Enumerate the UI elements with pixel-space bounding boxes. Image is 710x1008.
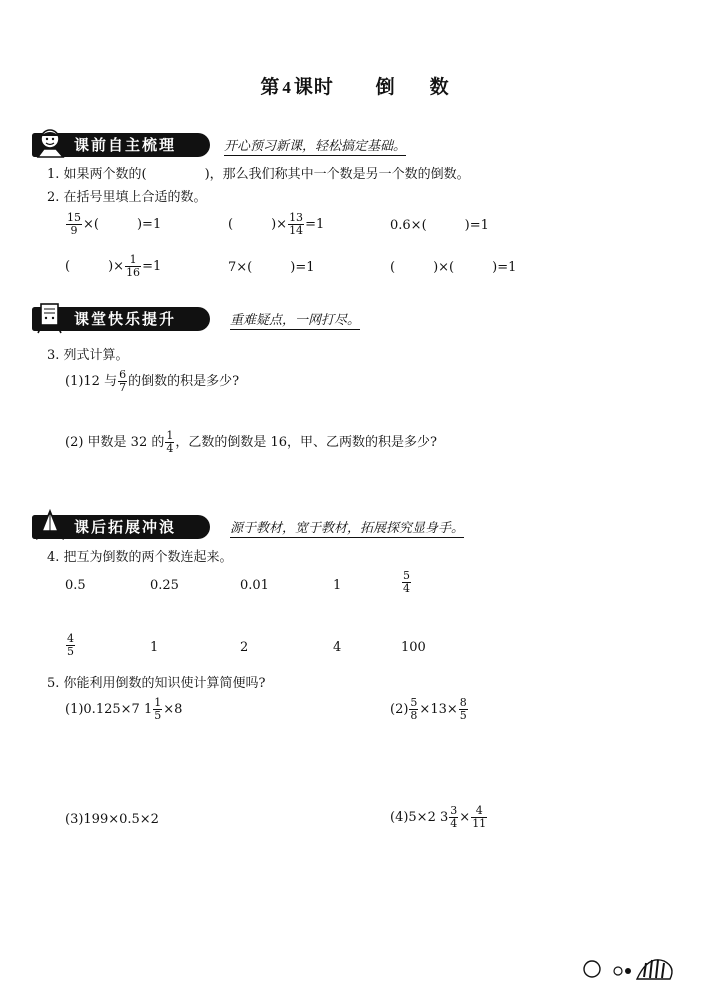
question-5-part-4: (4)5×2 3 $\frac{3}{4}$ × $\frac{4}{11}$ <box>390 804 487 830</box>
fill-blank-2: ( )× $\frac{13}{14}$ =1 <box>228 211 325 237</box>
question-5-part-1: (1)0.125×7 1 $\frac{1}{5}$ ×8 <box>65 696 183 722</box>
question-1: 1. 如果两个数的( )，那么我们称其中一个数是另一个数的倒数。 <box>47 167 470 182</box>
question-4-title: 4. 把互为倒数的两个数连起来。 <box>47 550 233 565</box>
question-3-title: 3. 列式计算。 <box>47 348 129 363</box>
match-bottom-1: $\frac{4}{5}$ <box>67 632 74 658</box>
section-slogan: 开心预习新课，轻松搞定基础。 <box>224 135 406 156</box>
section-label: 课后拓展冲浪 <box>32 515 210 539</box>
question-3-part-2: (2) 甲数是 32 的 $\frac{1}{4}$ ，乙数的倒数是 16，甲、乙两数的积是多少? <box>65 429 438 455</box>
question-5-part-3: (3)199×0.5×2 <box>65 812 159 827</box>
question-2-title: 2. 在括号里填上合适的数。 <box>47 190 207 205</box>
child-mascot-icon <box>30 127 70 161</box>
section-banner-classroom <box>0 301 710 335</box>
match-top-5: $\frac{5}{4}$ <box>403 569 410 595</box>
page-title: 第 4 课时 倒 数 <box>260 76 450 98</box>
match-top-4: 1 <box>333 578 342 593</box>
fill-blank-4: ( )× $\frac{1}{16}$ =1 <box>65 253 162 279</box>
fill-blank-3: 0.6×( )=1 <box>390 218 489 233</box>
section-slogan: 源于教材，宽于教材，拓展探究显身手。 <box>230 517 464 538</box>
section-slogan: 重难疑点，一网打尽。 <box>230 309 360 330</box>
section-label: 课堂快乐提升 <box>32 307 210 331</box>
match-bottom-5: 100 <box>401 640 426 655</box>
section-banner-extension <box>0 509 710 543</box>
match-bottom-4: 4 <box>333 640 342 655</box>
question-3-part-1: (1)12 与 $\frac{6}{7}$ 的倒数的积是多少? <box>65 368 240 394</box>
fill-blank-5: 7×( )=1 <box>228 260 315 275</box>
surfer-mascot-icon <box>30 509 70 543</box>
match-bottom-2: 1 <box>150 640 159 655</box>
section-banner-preview <box>0 127 710 161</box>
question-5-title: 5. 你能利用倒数的知识使计算简便吗? <box>47 676 266 691</box>
page-corner-decoration-icon <box>582 953 682 981</box>
question-5-part-2: (2) $\frac{5}{8}$ ×13× $\frac{8}{5}$ <box>390 696 467 722</box>
fill-blank-1: $\frac{15}{9}$ ×( )=1 <box>67 211 162 237</box>
fill-blank-6: ( )×( )=1 <box>390 260 517 275</box>
match-top-3: 0.01 <box>240 578 269 593</box>
book-mascot-icon <box>30 301 70 335</box>
match-top-1: 0.5 <box>65 578 86 593</box>
match-bottom-3: 2 <box>240 640 249 655</box>
section-label: 课前自主梳理 <box>32 133 210 157</box>
match-top-2: 0.25 <box>150 578 179 593</box>
